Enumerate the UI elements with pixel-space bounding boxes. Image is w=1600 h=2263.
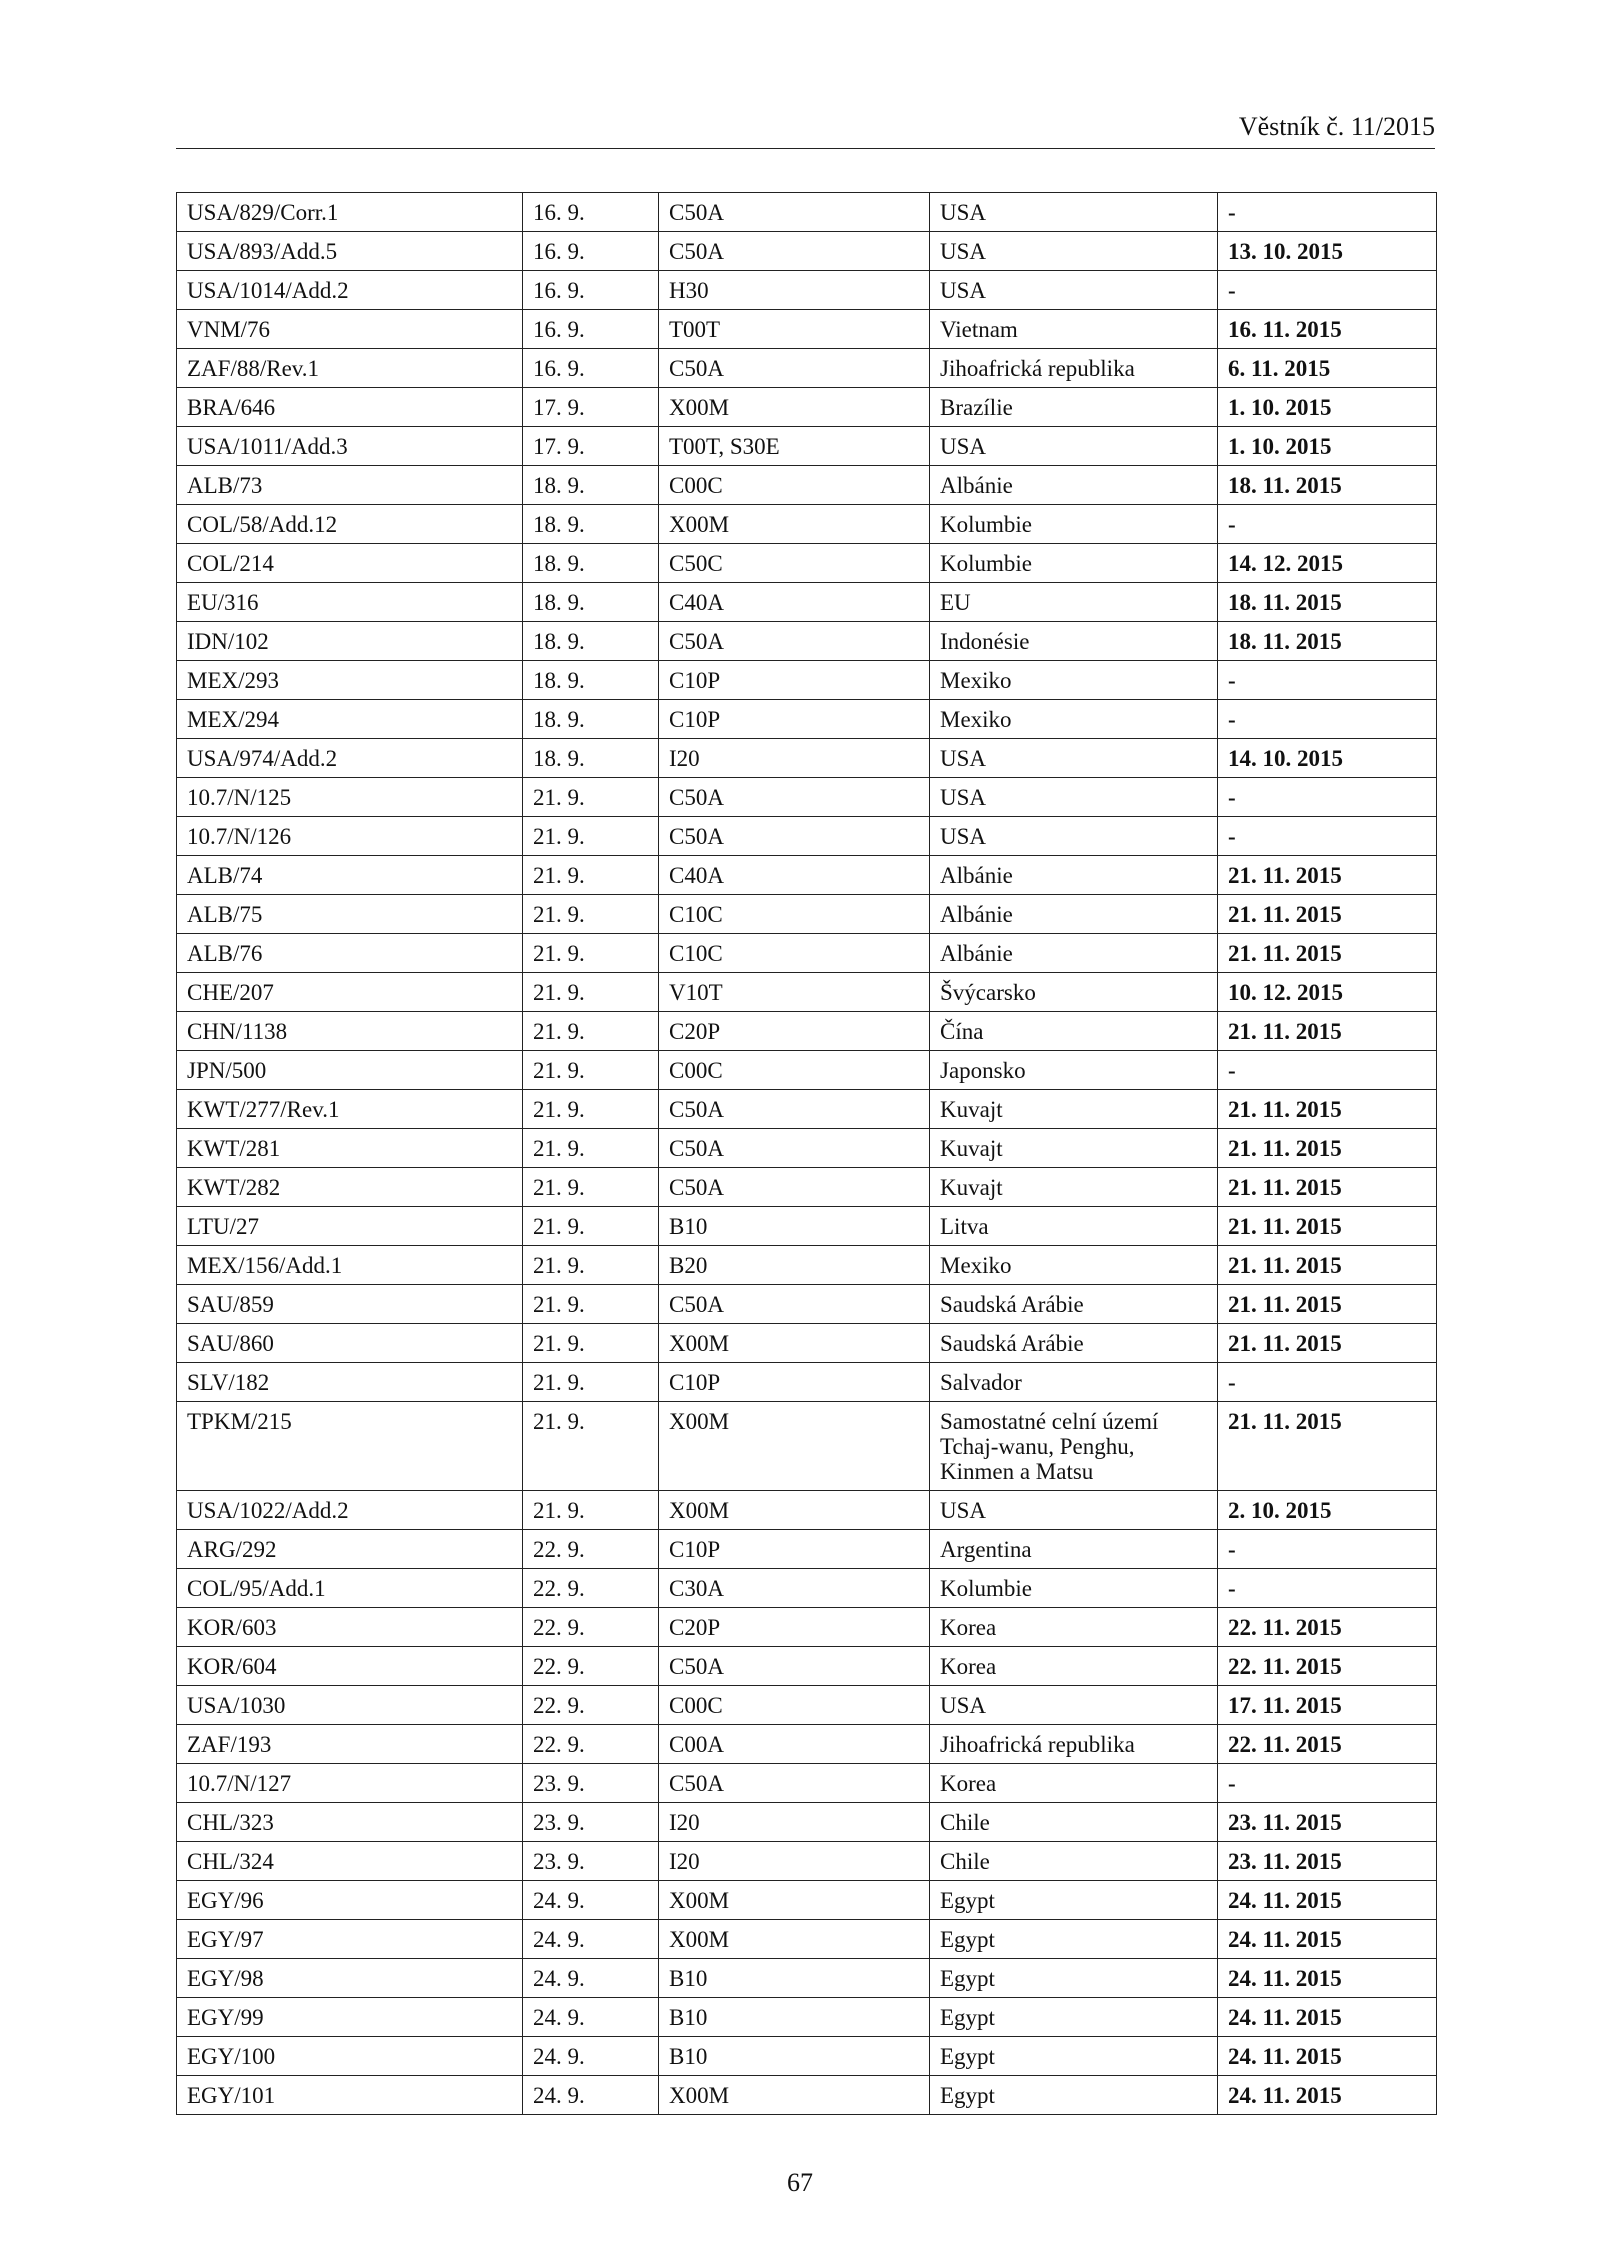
country-cell <box>930 1402 1218 1491</box>
date-cell: 24. 9. <box>523 1920 659 1959</box>
country-cell: Japonsko <box>930 1051 1218 1090</box>
document-symbol-cell: LTU/27 <box>177 1207 523 1246</box>
document-symbol-cell: ALB/74 <box>177 856 523 895</box>
country-cell: Mexiko <box>930 661 1218 700</box>
date-cell: 21. 9. <box>523 1491 659 1530</box>
code-cell: T00T, S30E <box>659 427 930 466</box>
document-symbol-cell: EGY/99 <box>177 1998 523 2037</box>
document-symbol-cell: KOR/603 <box>177 1608 523 1647</box>
deadline-cell: 22. 11. 2015 <box>1218 1647 1437 1686</box>
code-cell: C00C <box>659 1686 930 1725</box>
date-cell: 24. 9. <box>523 1959 659 1998</box>
code-cell: C50A <box>659 1129 930 1168</box>
country-cell: Mexiko <box>930 700 1218 739</box>
code-cell: I20 <box>659 1803 930 1842</box>
document-symbol-cell: KOR/604 <box>177 1647 523 1686</box>
country-cell: USA <box>930 232 1218 271</box>
table-row <box>177 973 1437 1012</box>
table-row <box>177 1051 1437 1090</box>
table-row <box>177 1207 1437 1246</box>
table-row <box>177 271 1437 310</box>
table-row <box>177 544 1437 583</box>
table-row <box>177 1530 1437 1569</box>
country-cell: USA <box>930 817 1218 856</box>
deadline-cell: - <box>1218 505 1437 544</box>
date-cell: 21. 9. <box>523 1207 659 1246</box>
country-cell: USA <box>930 1491 1218 1530</box>
code-cell: C10C <box>659 895 930 934</box>
code-cell: C50A <box>659 232 930 271</box>
code-cell: C10C <box>659 934 930 973</box>
date-cell: 22. 9. <box>523 1530 659 1569</box>
code-cell: C00A <box>659 1725 930 1764</box>
table-row <box>177 1285 1437 1324</box>
code-cell: B10 <box>659 1998 930 2037</box>
deadline-cell: - <box>1218 1051 1437 1090</box>
country-line: Tchaj-wanu, Penghu, <box>940 1434 1135 1459</box>
deadline-cell: 21. 11. 2015 <box>1218 1246 1437 1285</box>
document-symbol-cell: USA/1030 <box>177 1686 523 1725</box>
document-symbol-cell: ZAF/88/Rev.1 <box>177 349 523 388</box>
code-cell: B10 <box>659 1959 930 1998</box>
date-cell: 22. 9. <box>523 1686 659 1725</box>
document-symbol-cell: MEX/294 <box>177 700 523 739</box>
country-cell: USA <box>930 271 1218 310</box>
table-row <box>177 1842 1437 1881</box>
country-cell: Egypt <box>930 1959 1218 1998</box>
country-cell: Brazílie <box>930 388 1218 427</box>
date-cell: 22. 9. <box>523 1647 659 1686</box>
table-row <box>177 895 1437 934</box>
document-symbol-cell: CHN/1138 <box>177 1012 523 1051</box>
code-cell: B20 <box>659 1246 930 1285</box>
date-cell: 18. 9. <box>523 544 659 583</box>
deadline-cell: 21. 11. 2015 <box>1218 1402 1437 1491</box>
date-cell: 21. 9. <box>523 1324 659 1363</box>
country-line: Samostatné celní území <box>940 1409 1159 1434</box>
page-number: 67 <box>787 2168 813 2197</box>
date-cell: 21. 9. <box>523 1402 659 1491</box>
code-cell: C40A <box>659 583 930 622</box>
code-cell: X00M <box>659 1402 930 1491</box>
code-cell: C40A <box>659 856 930 895</box>
deadline-cell: - <box>1218 1530 1437 1569</box>
deadline-cell: 14. 12. 2015 <box>1218 544 1437 583</box>
deadline-cell: 23. 11. 2015 <box>1218 1842 1437 1881</box>
table-body <box>177 193 1437 2115</box>
document-symbol-cell: USA/974/Add.2 <box>177 739 523 778</box>
date-cell: 23. 9. <box>523 1764 659 1803</box>
date-cell: 21. 9. <box>523 817 659 856</box>
code-cell: C50A <box>659 1285 930 1324</box>
table-row <box>177 1569 1437 1608</box>
date-cell: 24. 9. <box>523 1881 659 1920</box>
table-row <box>177 388 1437 427</box>
table-row <box>177 193 1437 232</box>
table-row <box>177 1608 1437 1647</box>
deadline-cell: 21. 11. 2015 <box>1218 1129 1437 1168</box>
deadline-cell: 24. 11. 2015 <box>1218 2037 1437 2076</box>
code-cell: T00T <box>659 310 930 349</box>
country-cell: Korea <box>930 1608 1218 1647</box>
deadline-cell: 1. 10. 2015 <box>1218 388 1437 427</box>
date-cell: 21. 9. <box>523 856 659 895</box>
country-cell: Jihoafrická republika <box>930 349 1218 388</box>
deadline-cell: - <box>1218 1363 1437 1402</box>
date-cell: 22. 9. <box>523 1725 659 1764</box>
date-cell: 21. 9. <box>523 1168 659 1207</box>
country-cell: Albánie <box>930 895 1218 934</box>
document-symbol-cell: BRA/646 <box>177 388 523 427</box>
date-cell: 21. 9. <box>523 1129 659 1168</box>
table-row <box>177 1764 1437 1803</box>
document-symbol-cell: ARG/292 <box>177 1530 523 1569</box>
table-row <box>177 349 1437 388</box>
date-cell: 16. 9. <box>523 349 659 388</box>
country-cell: Litva <box>930 1207 1218 1246</box>
deadline-cell: 13. 10. 2015 <box>1218 232 1437 271</box>
deadline-cell: 22. 11. 2015 <box>1218 1608 1437 1647</box>
code-cell: C10P <box>659 1363 930 1402</box>
country-line: Kinmen a Matsu <box>940 1459 1094 1484</box>
deadline-cell: 18. 11. 2015 <box>1218 466 1437 505</box>
date-cell: 21. 9. <box>523 1051 659 1090</box>
table-row <box>177 1920 1437 1959</box>
document-symbol-cell: MEX/156/Add.1 <box>177 1246 523 1285</box>
code-cell: C50C <box>659 544 930 583</box>
table-row <box>177 661 1437 700</box>
date-cell: 16. 9. <box>523 271 659 310</box>
date-cell: 24. 9. <box>523 2076 659 2115</box>
table-row <box>177 1803 1437 1842</box>
table-row <box>177 817 1437 856</box>
table-row <box>177 1402 1437 1491</box>
country-cell: Švýcarsko <box>930 973 1218 1012</box>
country-cell: Salvador <box>930 1363 1218 1402</box>
date-cell: 21. 9. <box>523 934 659 973</box>
date-cell: 21. 9. <box>523 1090 659 1129</box>
document-symbol-cell: COL/214 <box>177 544 523 583</box>
date-cell: 16. 9. <box>523 193 659 232</box>
date-cell: 21. 9. <box>523 1363 659 1402</box>
country-cell: Albánie <box>930 466 1218 505</box>
deadline-cell: 21. 11. 2015 <box>1218 856 1437 895</box>
date-cell: 21. 9. <box>523 778 659 817</box>
deadline-cell: - <box>1218 700 1437 739</box>
code-cell: X00M <box>659 1324 930 1363</box>
table-row <box>177 1324 1437 1363</box>
table-row <box>177 1363 1437 1402</box>
document-symbol-cell: EU/316 <box>177 583 523 622</box>
document-symbol-cell: COL/95/Add.1 <box>177 1569 523 1608</box>
code-cell: C00C <box>659 1051 930 1090</box>
table-row <box>177 1246 1437 1285</box>
date-cell: 18. 9. <box>523 466 659 505</box>
deadline-cell: 21. 11. 2015 <box>1218 1324 1437 1363</box>
date-cell: 22. 9. <box>523 1608 659 1647</box>
table-row <box>177 622 1437 661</box>
code-cell: C50A <box>659 1764 930 1803</box>
table-row <box>177 2037 1437 2076</box>
deadline-cell: - <box>1218 661 1437 700</box>
document-symbol-cell: SAU/859 <box>177 1285 523 1324</box>
date-cell: 18. 9. <box>523 661 659 700</box>
deadline-cell: 24. 11. 2015 <box>1218 1998 1437 2037</box>
document-symbol-cell: EGY/98 <box>177 1959 523 1998</box>
code-cell: C10P <box>659 1530 930 1569</box>
deadline-cell: 21. 11. 2015 <box>1218 1090 1437 1129</box>
code-cell: X00M <box>659 1491 930 1530</box>
country-cell: Kolumbie <box>930 505 1218 544</box>
journal-title: Věstník č. 11/2015 <box>1238 112 1435 141</box>
deadline-cell: 17. 11. 2015 <box>1218 1686 1437 1725</box>
country-cell: Saudská Arábie <box>930 1285 1218 1324</box>
deadline-cell: - <box>1218 193 1437 232</box>
deadline-cell: - <box>1218 1764 1437 1803</box>
table-row <box>177 1686 1437 1725</box>
document-symbol-cell: CHL/323 <box>177 1803 523 1842</box>
table-row <box>177 856 1437 895</box>
document-symbol-cell: ALB/76 <box>177 934 523 973</box>
date-cell: 17. 9. <box>523 427 659 466</box>
code-cell: C50A <box>659 349 930 388</box>
document-symbol-cell: IDN/102 <box>177 622 523 661</box>
code-cell: X00M <box>659 2076 930 2115</box>
deadline-cell: 24. 11. 2015 <box>1218 2076 1437 2115</box>
code-cell: X00M <box>659 505 930 544</box>
code-cell: C20P <box>659 1012 930 1051</box>
document-symbol-cell: ALB/73 <box>177 466 523 505</box>
date-cell: 21. 9. <box>523 895 659 934</box>
deadline-cell: 21. 11. 2015 <box>1218 895 1437 934</box>
document-symbol-cell: JPN/500 <box>177 1051 523 1090</box>
document-symbol-cell: MEX/293 <box>177 661 523 700</box>
document-symbol-cell: USA/1022/Add.2 <box>177 1491 523 1530</box>
deadline-cell: 18. 11. 2015 <box>1218 622 1437 661</box>
date-cell: 21. 9. <box>523 973 659 1012</box>
deadline-cell: 2. 10. 2015 <box>1218 1491 1437 1530</box>
document-symbol-cell: EGY/101 <box>177 2076 523 2115</box>
code-cell: C50A <box>659 778 930 817</box>
country-cell: USA <box>930 427 1218 466</box>
code-cell: X00M <box>659 388 930 427</box>
code-cell: X00M <box>659 1881 930 1920</box>
deadline-cell: 21. 11. 2015 <box>1218 1012 1437 1051</box>
code-cell: X00M <box>659 1920 930 1959</box>
table-row <box>177 232 1437 271</box>
code-cell: C50A <box>659 817 930 856</box>
page-header <box>176 108 1435 149</box>
country-cell: Kolumbie <box>930 1569 1218 1608</box>
code-cell: C00C <box>659 466 930 505</box>
code-cell: I20 <box>659 1842 930 1881</box>
document-symbol-cell: 10.7/N/127 <box>177 1764 523 1803</box>
country-cell: Kuvajt <box>930 1090 1218 1129</box>
document-symbol-cell: USA/1011/Add.3 <box>177 427 523 466</box>
table-row <box>177 1998 1437 2037</box>
deadline-cell: 6. 11. 2015 <box>1218 349 1437 388</box>
date-cell: 22. 9. <box>523 1569 659 1608</box>
table-row <box>177 505 1437 544</box>
deadline-cell: - <box>1218 817 1437 856</box>
document-symbol-cell: ALB/75 <box>177 895 523 934</box>
country-cell: Argentina <box>930 1530 1218 1569</box>
code-cell: C50A <box>659 1647 930 1686</box>
code-cell: V10T <box>659 973 930 1012</box>
date-cell: 21. 9. <box>523 1285 659 1324</box>
code-cell: C50A <box>659 193 930 232</box>
country-cell: Egypt <box>930 1881 1218 1920</box>
country-cell: Albánie <box>930 856 1218 895</box>
date-cell: 16. 9. <box>523 310 659 349</box>
document-symbol-cell: CHL/324 <box>177 1842 523 1881</box>
table-row <box>177 1959 1437 1998</box>
document-symbol-cell: EGY/97 <box>177 1920 523 1959</box>
document-symbol-cell: KWT/277/Rev.1 <box>177 1090 523 1129</box>
deadline-cell: 16. 11. 2015 <box>1218 310 1437 349</box>
date-cell: 16. 9. <box>523 232 659 271</box>
deadline-cell: 22. 11. 2015 <box>1218 1725 1437 1764</box>
code-cell: C50A <box>659 1090 930 1129</box>
country-cell: Jihoafrická republika <box>930 1725 1218 1764</box>
deadline-cell: 23. 11. 2015 <box>1218 1803 1437 1842</box>
deadline-cell: 24. 11. 2015 <box>1218 1881 1437 1920</box>
country-cell: Kuvajt <box>930 1168 1218 1207</box>
date-cell: 18. 9. <box>523 505 659 544</box>
document-symbol-cell: COL/58/Add.12 <box>177 505 523 544</box>
country-cell: Egypt <box>930 2037 1218 2076</box>
code-cell: C50A <box>659 1168 930 1207</box>
country-cell: Egypt <box>930 1998 1218 2037</box>
document-symbol-cell: 10.7/N/126 <box>177 817 523 856</box>
code-cell: B10 <box>659 1207 930 1246</box>
document-symbol-cell: SLV/182 <box>177 1363 523 1402</box>
table-row <box>177 1725 1437 1764</box>
table-row <box>177 466 1437 505</box>
document-symbol-cell: USA/893/Add.5 <box>177 232 523 271</box>
deadline-cell: - <box>1218 271 1437 310</box>
code-cell: C30A <box>659 1569 930 1608</box>
date-cell: 24. 9. <box>523 2037 659 2076</box>
document-symbol-cell: KWT/282 <box>177 1168 523 1207</box>
date-cell: 23. 9. <box>523 1803 659 1842</box>
table-row <box>177 778 1437 817</box>
date-cell: 18. 9. <box>523 583 659 622</box>
country-cell: Kolumbie <box>930 544 1218 583</box>
country-cell: USA <box>930 1686 1218 1725</box>
document-symbol-cell: SAU/860 <box>177 1324 523 1363</box>
country-cell: Čína <box>930 1012 1218 1051</box>
document-symbol-cell: EGY/96 <box>177 1881 523 1920</box>
date-cell: 24. 9. <box>523 1998 659 2037</box>
country-cell: Korea <box>930 1647 1218 1686</box>
date-cell: 18. 9. <box>523 622 659 661</box>
code-cell: C50A <box>659 622 930 661</box>
table-row <box>177 1168 1437 1207</box>
country-cell: Korea <box>930 1764 1218 1803</box>
deadline-cell: 24. 11. 2015 <box>1218 1959 1437 1998</box>
date-cell: 21. 9. <box>523 1246 659 1285</box>
document-symbol-cell: CHE/207 <box>177 973 523 1012</box>
deadline-cell: 10. 12. 2015 <box>1218 973 1437 1012</box>
code-cell: H30 <box>659 271 930 310</box>
country-cell: USA <box>930 778 1218 817</box>
country-cell: Egypt <box>930 2076 1218 2115</box>
deadline-cell: - <box>1218 1569 1437 1608</box>
date-cell: 17. 9. <box>523 388 659 427</box>
country-cell: EU <box>930 583 1218 622</box>
table-row <box>177 1491 1437 1530</box>
table-row <box>177 1090 1437 1129</box>
deadline-cell: - <box>1218 778 1437 817</box>
deadline-cell: 21. 11. 2015 <box>1218 1207 1437 1246</box>
table-row <box>177 310 1437 349</box>
deadline-cell: 24. 11. 2015 <box>1218 1920 1437 1959</box>
document-symbol-cell: USA/829/Corr.1 <box>177 193 523 232</box>
document-symbol-cell: VNM/76 <box>177 310 523 349</box>
table-row <box>177 700 1437 739</box>
table-row <box>177 1647 1437 1686</box>
table-row <box>177 739 1437 778</box>
deadline-cell: 18. 11. 2015 <box>1218 583 1437 622</box>
date-cell: 21. 9. <box>523 1012 659 1051</box>
country-cell: Saudská Arábie <box>930 1324 1218 1363</box>
document-symbol-cell: TPKM/215 <box>177 1402 523 1491</box>
country-cell: Chile <box>930 1803 1218 1842</box>
country-cell: Chile <box>930 1842 1218 1881</box>
document-symbol-cell: EGY/100 <box>177 2037 523 2076</box>
country-cell: Egypt <box>930 1920 1218 1959</box>
date-cell: 18. 9. <box>523 739 659 778</box>
deadline-cell: 21. 11. 2015 <box>1218 1168 1437 1207</box>
date-cell: 18. 9. <box>523 700 659 739</box>
table-row <box>177 583 1437 622</box>
table-row <box>177 1012 1437 1051</box>
code-cell: C20P <box>659 1608 930 1647</box>
country-cell: Vietnam <box>930 310 1218 349</box>
deadline-cell: 1. 10. 2015 <box>1218 427 1437 466</box>
country-cell: Mexiko <box>930 1246 1218 1285</box>
code-cell: I20 <box>659 739 930 778</box>
table-row <box>177 1881 1437 1920</box>
table-row <box>177 2076 1437 2115</box>
country-cell: Albánie <box>930 934 1218 973</box>
code-cell: C10P <box>659 700 930 739</box>
country-cell: USA <box>930 193 1218 232</box>
deadline-cell: 21. 11. 2015 <box>1218 934 1437 973</box>
code-cell: C10P <box>659 661 930 700</box>
country-cell: Indonésie <box>930 622 1218 661</box>
date-cell: 23. 9. <box>523 1842 659 1881</box>
document-symbol-cell: USA/1014/Add.2 <box>177 271 523 310</box>
code-cell: B10 <box>659 2037 930 2076</box>
notifications-table <box>176 192 1437 2115</box>
document-symbol-cell: 10.7/N/125 <box>177 778 523 817</box>
deadline-cell: 14. 10. 2015 <box>1218 739 1437 778</box>
table-row <box>177 427 1437 466</box>
document-symbol-cell: ZAF/193 <box>177 1725 523 1764</box>
deadline-cell: 21. 11. 2015 <box>1218 1285 1437 1324</box>
country-cell: Kuvajt <box>930 1129 1218 1168</box>
document-symbol-cell: KWT/281 <box>177 1129 523 1168</box>
table-row <box>177 934 1437 973</box>
country-cell: USA <box>930 739 1218 778</box>
table-row <box>177 1129 1437 1168</box>
